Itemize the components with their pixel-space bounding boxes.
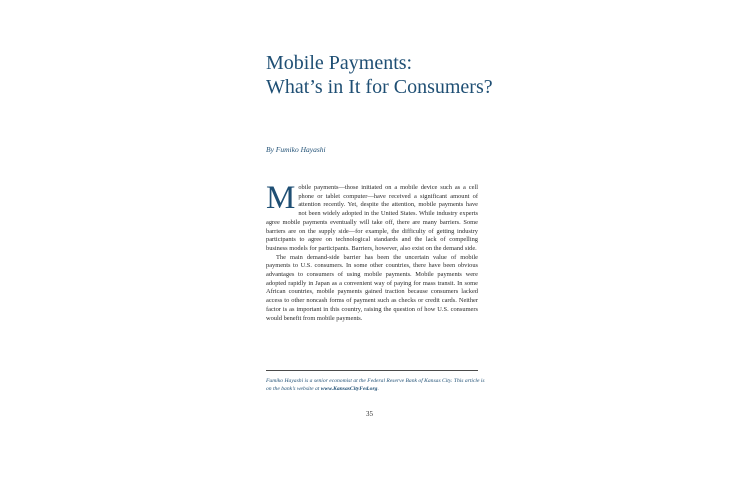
footnote-link[interactable]: www.KansasCityFed.org	[320, 386, 378, 392]
author-footnote	[266, 377, 486, 393]
title-line-2: What’s in It for Consumers?	[266, 76, 493, 98]
page-number: 35	[366, 410, 373, 418]
paragraph-1	[266, 180, 478, 254]
paragraph-2: The main demand-side barrier has been the uncertain value of mobile payments to U.S. consumers. In some other countries, there have been obvious advantages to consumers of using mobile payments. Mobile payments were adopted rapidly in Japan as a convenient way of paying for mass transit. In some African countries, mobile payments gained traction because consumers lacked access to other noncash forms of payment such as checks or credit cards. Neither factor is as important in this country, raising the question of how U.S. consumers would benefit from mobile payments.	[266, 253, 478, 322]
article-title	[266, 51, 493, 99]
title-line-1: Mobile Payments:	[266, 52, 413, 74]
footnote-divider	[266, 370, 478, 371]
drop-cap: M	[266, 180, 296, 216]
paragraph-1-text: obile payments—those initiated on a mobile device such as a cell phone or tablet computer—have received a significant amount of attention recently. Yet, despite the attention, mobile payments have not been widely adopted in the United States. While industry experts agree mobile payments eventually will take off, there are many barriers. Some barriers are on the supply side—for example, the difficulty of getting industry participants to agree on technological standards and the lack of compelling business models for participants. Barriers, however, also exist on the demand side.	[266, 184, 478, 252]
footnote-text: Fumiko Hayashi is a senior economist at the Federal Reserve Bank of Kansas City. This article is on the bank’s website at	[266, 378, 485, 392]
article-body	[266, 180, 478, 323]
author-byline: By Fumiko Hayashi	[266, 145, 326, 154]
footnote-end: .	[377, 386, 379, 392]
